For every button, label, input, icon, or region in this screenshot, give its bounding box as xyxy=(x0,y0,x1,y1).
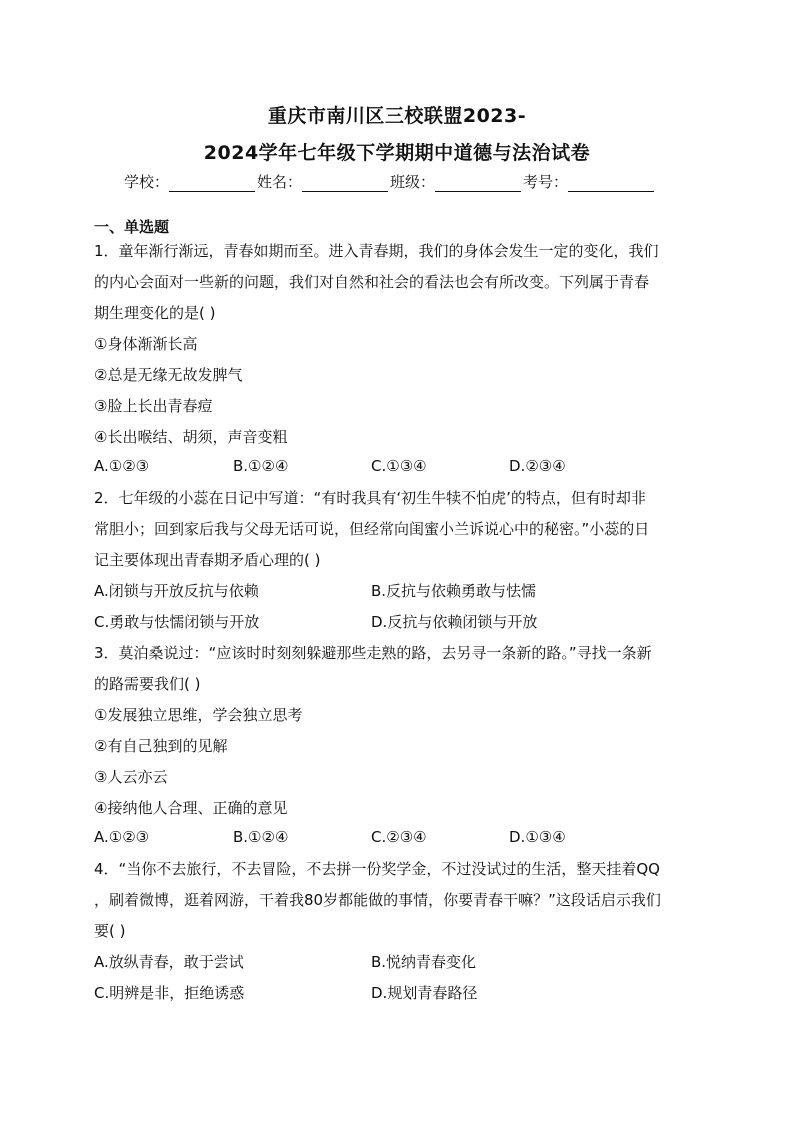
name-blank[interactable] xyxy=(302,177,388,192)
question-4-option-d[interactable]: D.规划青春路径 xyxy=(371,984,478,1002)
question-2-option-c[interactable]: C.勇敢与怯懦闭锁与开放 xyxy=(94,613,260,631)
question-2-option-b[interactable]: B.反抗与依赖勇敢与怯懦 xyxy=(371,582,537,600)
question-1-option-c[interactable]: C.①③④ xyxy=(371,457,427,475)
student-info-row xyxy=(124,171,656,192)
question-2-stem-line: 常胆小；回到家后我与父母无话可说，但经常向闺蜜小兰诉说心中的秘密。”小蕊的日 xyxy=(94,520,650,538)
question-3-item: ④接纳他人合理、正确的意见 xyxy=(94,799,288,817)
school-blank[interactable] xyxy=(169,177,255,192)
question-4-stem-line: 4．“当你不去旅行，不去冒险，不去拼一份奖学金，不过没试过的生活，整天挂着QQ xyxy=(94,860,660,878)
question-3-option-b[interactable]: B.①②④ xyxy=(233,828,289,846)
question-3-item: ②有自己独到的见解 xyxy=(94,737,228,755)
question-2-option-d[interactable]: D.反抗与依赖闭锁与开放 xyxy=(371,613,538,631)
class-blank[interactable] xyxy=(435,177,521,192)
name-label: 姓名： xyxy=(257,173,303,191)
section-title: 一、单选题 xyxy=(94,218,170,236)
question-1-item: ①身体渐渐长高 xyxy=(94,335,198,353)
question-1-item: ②总是无缘无故发脾气 xyxy=(94,366,243,384)
question-1-stem-line: 1．童年渐行渐远，青春如期而至。进入青春期，我们的身体会发生一定的变化，我们 xyxy=(94,242,659,260)
question-3-option-a[interactable]: A.①②③ xyxy=(94,828,150,846)
question-4-option-a[interactable]: A.放纵青春，敢于尝试 xyxy=(94,953,244,971)
question-3-item: ③人云亦云 xyxy=(94,768,168,786)
question-2-option-a[interactable]: A.闭锁与开放反抗与依赖 xyxy=(94,582,259,600)
question-4-stem-line: 要( ) xyxy=(94,922,126,940)
question-3-option-d[interactable]: D.①③④ xyxy=(509,828,566,846)
question-1-option-b[interactable]: B.①②④ xyxy=(233,457,289,475)
question-1-option-a[interactable]: A.①②③ xyxy=(94,457,150,475)
question-3-item: ①发展独立思维，学会独立思考 xyxy=(94,706,303,724)
question-1-item: ④长出喉结、胡须，声音变粗 xyxy=(94,428,288,446)
question-1-stem-line: 期生理变化的是( ) xyxy=(94,304,216,322)
question-3-option-c[interactable]: C.②③④ xyxy=(371,828,427,846)
question-1-stem-line: 的内心会面对一些新的问题，我们对自然和社会的看法也会有所改变。下列属于青春 xyxy=(94,273,650,291)
exam-title-line1: 重庆市南川区三校联盟2023- xyxy=(267,105,527,127)
exam-number-label: 考号： xyxy=(523,173,569,191)
question-4-option-c[interactable]: C.明辨是非，拒绝诱惑 xyxy=(94,984,245,1002)
question-2-stem-line: 2．七年级的小蕊在日记中写道：“有时我具有‘初生牛犊不怕虎’的特点，但有时却非 xyxy=(94,489,646,507)
question-3-stem-line: 3．莫泊桑说过：“应该时时刻刻躲避那些走熟的路，去另寻一条新的路。”寻找一条新 xyxy=(94,644,652,662)
exam-title-line2: 2024学年七年级下学期期中道德与法治试卷 xyxy=(203,142,591,164)
question-4-option-b[interactable]: B.悦纳青春变化 xyxy=(371,953,477,971)
school-label: 学校： xyxy=(124,173,170,191)
class-label: 班级： xyxy=(390,173,436,191)
question-4-stem-line: ，刷着微博，逛着网游，干着我80岁都能做的事情，你要青春干嘛？”这段话启示我们 xyxy=(94,891,661,909)
question-3-stem-line: 的路需要我们( ) xyxy=(94,675,201,693)
question-1-item: ③脸上长出青春痘 xyxy=(94,397,213,415)
question-2-stem-line: 记主要体现出青春期矛盾心理的( ) xyxy=(94,551,321,569)
exam-number-blank[interactable] xyxy=(568,177,654,192)
question-1-option-d[interactable]: D.②③④ xyxy=(509,457,566,475)
